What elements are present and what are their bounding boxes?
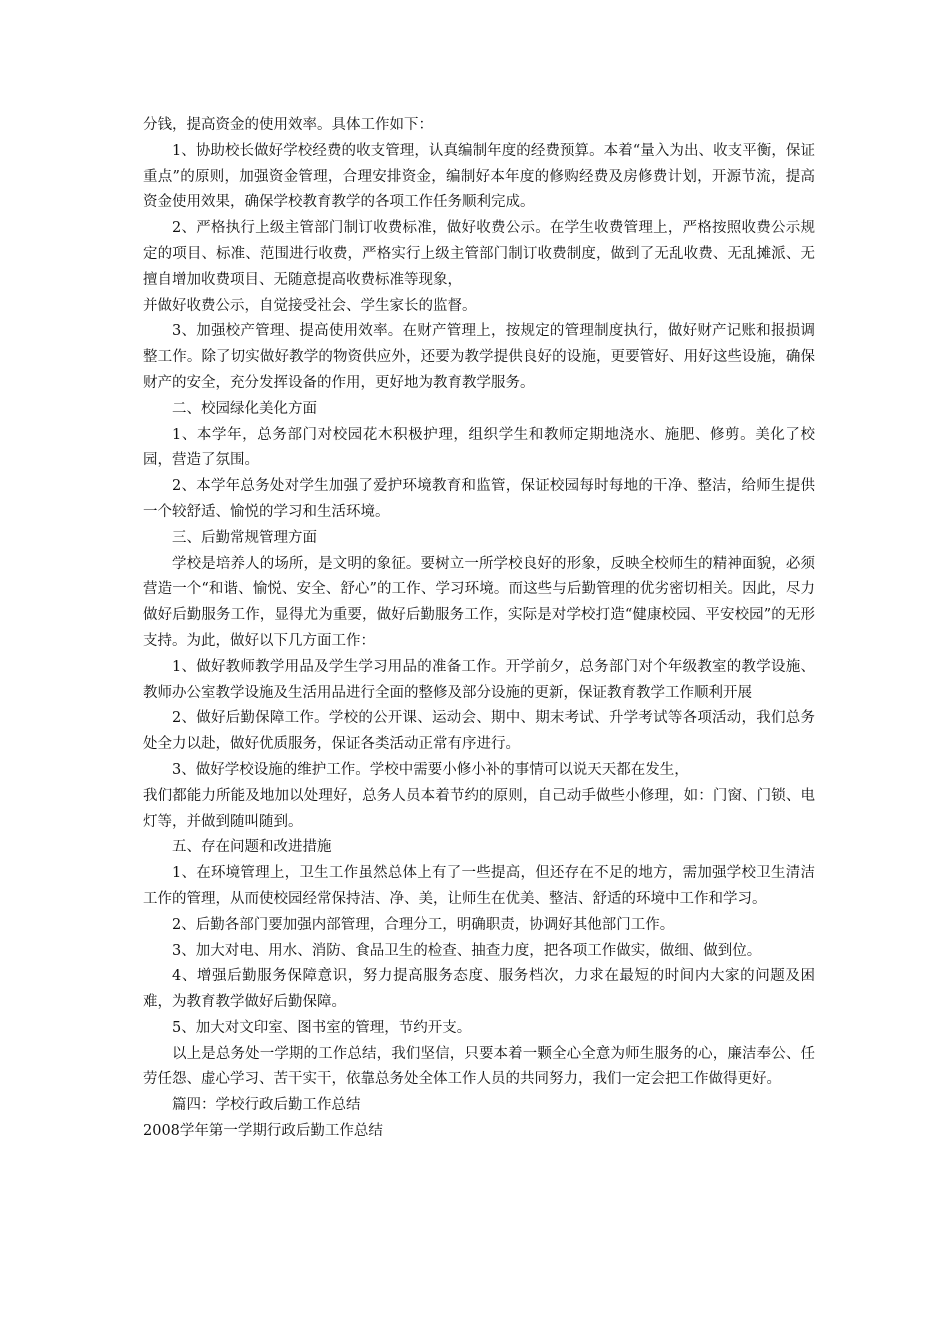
paragraph: 我们都能力所能及地加以处理好，总务人员本着节约的原则，自己动手做些小修理，如：门窗、门锁、电灯等，并做到随叫随到。 [143, 787, 815, 830]
paragraph: 3、加大对电、用水、消防、食品卫生的检查、抽查力度，把各项工作做实，做细、做到位。 [172, 942, 762, 959]
paragraph: 学校是培养人的场所，是文明的象征。要树立一所学校良好的形象，反映全校师生的精神面貌，必须营造一个“和谐、愉悦、安全、舒心”的工作、学习环境。而这些与后勤管理的优劣密切相关。因此，尽力做好后勤服务工作，显得尤为重要，做好后勤服务工作，实际是对学校打造“健康校园、平安校园”的无形支持。为此，做好以下几方面工作： [143, 555, 815, 649]
paragraph: 1、在环境管理上，卫生工作虽然总体上有了一些提高，但还存在不足的地方，需加强学校卫生清洁工作的管理，从而使校园经常保持洁、净、美，让师生在优美、整洁、舒适的环境中工作和学习。 [143, 865, 815, 907]
document-body [143, 113, 815, 1145]
paragraph: 分钱，提高资金的使用效率。具体工作如下： [143, 117, 433, 133]
paragraph: 2、严格执行上级主管部门制订收费标准，做好收费公示。在学生收费管理上，严格按照收费公示规定的项目、标准、范围进行收费，严格实行上级主管部门制订收费制度，做到了无乱收费、无乱摊派、无擅自增加收费项目、无随意提高收费标准等现象， [143, 220, 815, 288]
paragraph: 3、加强校产管理、提高使用效率。在财产管理上，按规定的管理制度执行，做好财产记账和报损调整工作。除了切实做好教学的物资供应外，还要为教学提供良好的设施，更要管好、用好这些设施，确保财产的安全，充分发挥设备的作用，更好地为教育教学服务。 [143, 323, 815, 391]
article-subtitle: 2008学年第一学期行政后勤工作总结 [143, 1123, 383, 1140]
paragraph: 1、协助校长做好学校经费的收支管理，认真编制年度的经费预算。本着“量入为出、收支平衡，保证重点”的原则，加强资金管理，合理安排资金，编制好本年度的修购经费及房修费计划，开源节流，提高资金使用效果，确保学校教育教学的各项工作任务顺利完成。 [143, 142, 815, 211]
section-heading: 三、后勤常规管理方面 [172, 529, 317, 546]
section-heading: 五、存在问题和改进措施 [172, 839, 332, 856]
paragraph: 4、增强后勤服务保障意识，努力提高服务态度、服务档次，力求在最短的时间内大家的问题及困难，为教育教学做好后勤保障。 [143, 968, 815, 1011]
paragraph: 1、做好教师教学用品及学生学习用品的准备工作。开学前夕，总务部门对个年级教室的教学设施、教师办公室教学设施及生活用品进行全面的整修及部分设施的更新，保证教育教学工作顺利开展 [143, 658, 815, 701]
article-title: 篇四：学校行政后勤工作总结 [172, 1097, 361, 1114]
paragraph: 2、做好后勤保障工作。学校的公开课、运动会、期中、期末考试、升学考试等各项活动，我们总务处全力以赴，做好优质服务，保证各类活动正常有序进行。 [143, 710, 815, 753]
paragraph: 并做好收费公示，自觉接受社会、学生家长的监督。 [143, 297, 477, 314]
section-heading: 二、校园绿化美化方面 [172, 400, 317, 417]
paragraph: 1、本学年，总务部门对校园花木积极护理，组织学生和教师定期地浇水、施肥、修剪。美化了校园，营造了氛围。 [143, 426, 815, 469]
paragraph: 5、加大对文印室、图书室的管理，节约开支。 [172, 1019, 472, 1036]
paragraph: 3、做好学校设施的维护工作。学校中需要小修小补的事情可以说天天都在发生， [172, 761, 689, 778]
paragraph: 2、本学年总务处对学生加强了爱护环境教育和监管，保证校园每时每地的干净、整洁，给师生提供一个较舒适、愉悦的学习和生活环境。 [143, 478, 815, 520]
paragraph: 2、后勤各部门要加强内部管理，合理分工，明确职责，协调好其他部门工作。 [172, 916, 675, 933]
paragraph: 以上是总务处一学期的工作总结，我们坚信，只要本着一颗全心全意为师生服务的心，廉洁奉公、任劳任怨、虚心学习、苦干实干，依靠总务处全体工作人员的共同努力，我们一定会把工作做得更好。 [143, 1045, 815, 1088]
